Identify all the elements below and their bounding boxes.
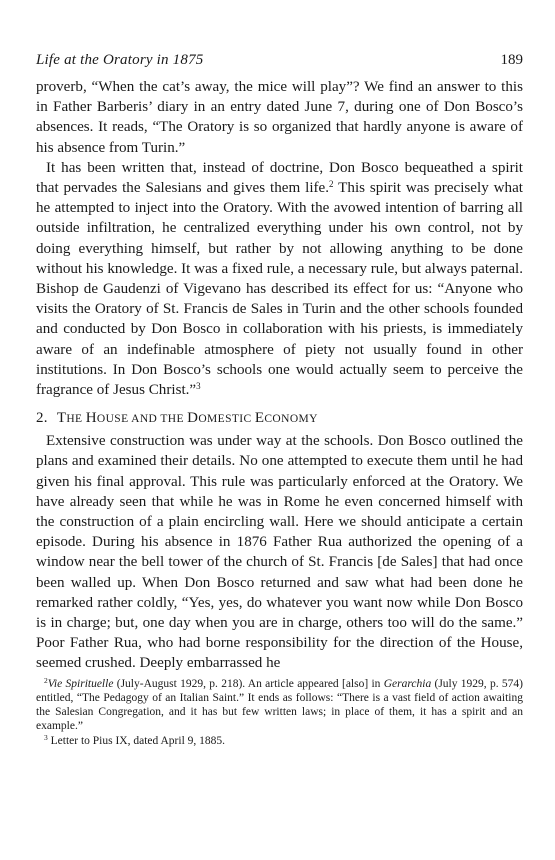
page-number: 189	[500, 52, 523, 68]
paragraph-1-text: proverb, “When the cat’s away, the mice will play”? We find an answer to this in Father Barberis’ diary in an entry dated June 7, during one of Don Bosco’s absences. It reads, “The Oratory is so organized that hardly anyone is aware of his absence from Turin.”	[36, 79, 523, 156]
footnote-ref-2: 2	[329, 179, 334, 190]
section-title-cap: D	[187, 410, 199, 427]
footnote-2-title: Vie Spirituelle	[47, 677, 114, 690]
footnote-2-mark: 2	[44, 675, 48, 685]
section-title-small: OUSE AND THE	[96, 413, 188, 426]
paragraph-2-text-a: It has been written that, instead of doctrine, Don Bosco bequeathed a spirit that pervades the Salesians and gives them life.	[36, 159, 523, 197]
footnote-2	[36, 677, 523, 734]
footnote-3-text: Letter to Pius IX, dated April 9, 1885.	[47, 734, 226, 747]
running-title: Life at the Oratory in 1875	[36, 52, 204, 68]
section-title-small: HE	[66, 413, 86, 426]
section-heading	[36, 410, 523, 427]
body-text	[36, 77, 523, 674]
section-title-small: CONOMY	[264, 413, 318, 426]
footnote-3-mark: 3	[44, 732, 48, 742]
paragraph-2	[36, 158, 523, 400]
footnote-3	[36, 734, 523, 748]
paragraph-2-text-b: This spirit was precisely what he attempted to inject into the Oratory. With the avowed intention of barring all outside infiltration, he centralized everything under his own control, not by doing everything himself, but rather by not allowing anything to be done without his knowledge. It was a fixed rule, a necessary rule, but always paternal. Bishop de Gaudenzi of Vigevano has described its effect for us: “Anyone who visits the Oratory of St. Francis de Sales in Turin and the other schools founded and conducted by Don Bosco in collaboration with his priests, is immediately aware of an indefinable atmosphere of piety not usually found in other institutions. In Don Bosco’s schools one would actually seem to perceive the fragrance of Jesus Christ.”	[36, 180, 523, 399]
section-title	[57, 410, 318, 426]
running-header	[36, 52, 523, 69]
paragraph-3-text: Extensive construction was under way at the schools. Don Bosco outlined the plans and examined their details. No one attempted to execute them until he had given his final approval. This rule was particularly enforced at the Oratory. We have already seen that while he was in Rome he even concerned himself with the construction of a plain encircling wall. Here we should anticipate a certain episode. During his absence in 1876 Father Rua authorized the opening of a window near the bell tower of the church of St. Francis [de Sales] that had once been walled up. When Don Bosco returned and saw what had been done he remarked rather coldly, “Yes, yes, do whatever you want now while Don Bosco is in charge; but, one day when you are in charge, others too will do the same.” Poor Father Rua, who had borne responsibility for the direction of the House, seemed crushed. Deeply embarrassed he	[36, 433, 523, 672]
paragraph-1	[36, 77, 523, 158]
section-title-cap: T	[56, 410, 67, 427]
book-page	[36, 52, 523, 748]
paragraph-3	[36, 431, 523, 673]
footnote-2-text-a: (July-August 1929, p. 218). An article appeared [also] in	[113, 677, 384, 690]
section-title-cap: H	[85, 410, 97, 427]
footnote-2-text-b: (July 1929, p. 574) entitled, “The Pedagogy of an Italian Saint.” It ends as follows: “There is a vast field of action awaiting the Salesian Congregation, and it has but few written laws; in place of them, it has a spirit and an example.”	[36, 677, 523, 733]
footnote-2-journal: Gerarchia	[383, 677, 432, 690]
section-title-cap: E	[254, 410, 265, 427]
section-title-small: OMESTIC	[198, 413, 255, 426]
footnotes	[36, 677, 523, 748]
footnote-ref-3: 3	[196, 381, 201, 392]
section-number: 2.	[36, 410, 48, 427]
